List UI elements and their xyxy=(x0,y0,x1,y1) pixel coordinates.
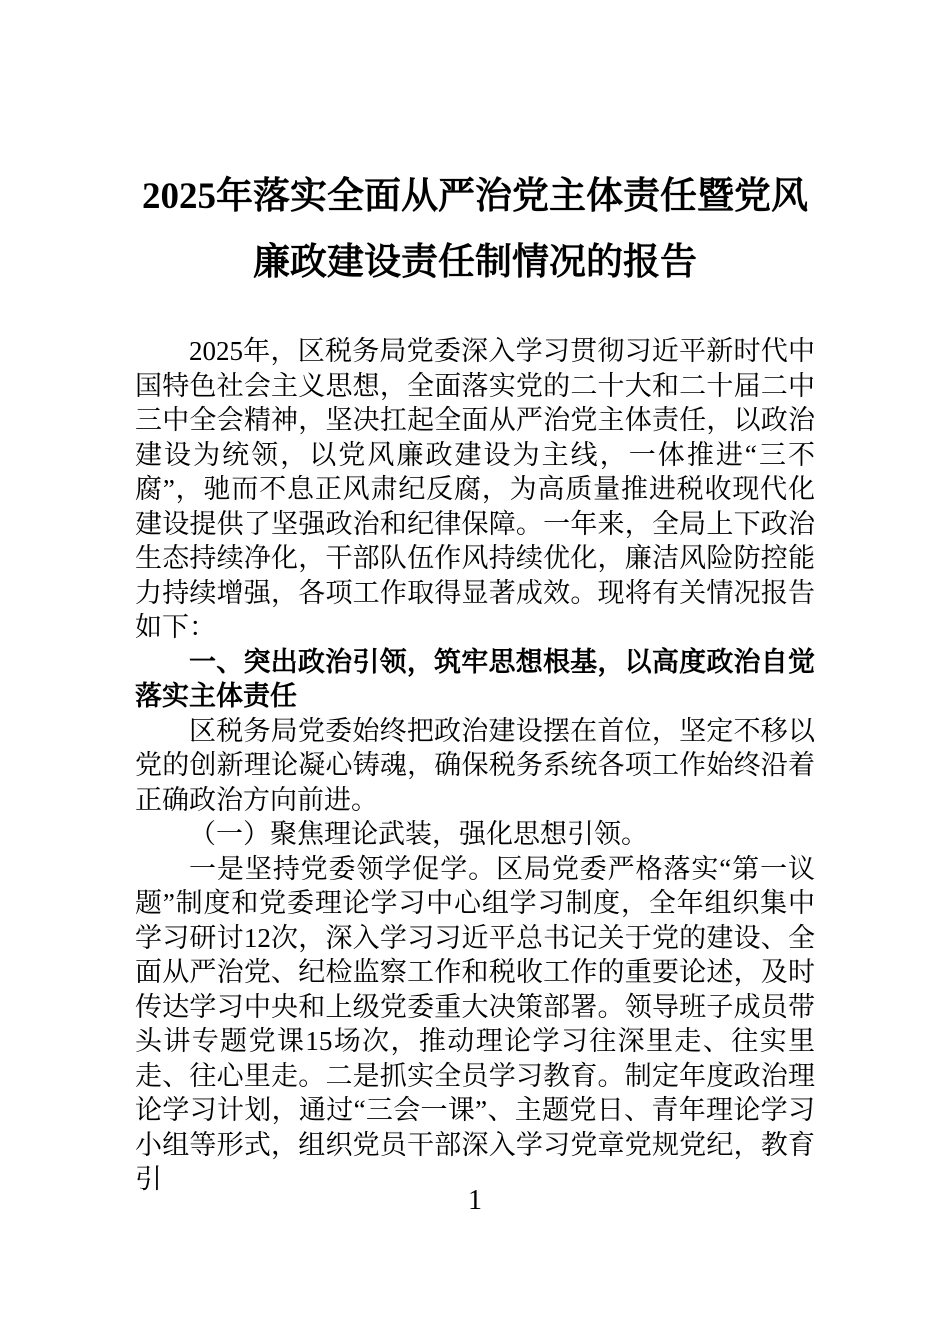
section-1-heading: 一、突出政治引领，筑牢思想根基，以高度政治自觉落实主体责任 xyxy=(135,646,815,711)
subsection-1-1-heading: （一）聚焦理论武装，强化思想引领。 xyxy=(189,819,648,849)
section-1-lead-paragraph: 区税务局党委始终把政治建设摆在首位，坚定不移以党的创新理论凝心铸魂，确保税务系统各项工作始终沿着正确政治方向前进。 xyxy=(135,715,815,815)
paragraph-intro: 2025年，区税务局党委深入学习贯彻习近平新时代中国特色社会主义思想，全面落实党的二十大和二十届二中三中全会精神，坚决扛起全面从严治党主体责任，以政治建设为统领，以党风廉政建设为主线，一体推进“三不腐”，驰而不息正风肃纪反腐，为高质量推进税收现代化建设提供了坚强政治和纪律保障。一年来，全局上下政治生态持续净化，干部队伍作风持续优化，廉洁风险防控能力持续增强，各项工作取得显著成效。现将有关情况报告如下： xyxy=(135,336,815,642)
document-title: 2025年落实全面从严治党主体责任暨党风廉政建设责任制情况的报告 xyxy=(142,176,808,283)
subsection-1-1-paragraph: 一是坚持党委领学促学。区局党委严格落实“第一议题”制度和党委理论学习中心组学习制度，全年组织集中学习研讨12次，深入学习习近平总书记关于党的建设、全面从严治党、纪检监察工作和税收工作的重要论述，及时传达学习中央和上级党委重大决策部署。领导班子成员带头讲专题党课15场次，推动理论学习往深里走、往实里走、往心里走。二是抓实全员学习教育。制定年度政治理论学习计划，通过“三会一课”、主题党日、青年理论学习小组等形式，组织党员干部深入学习党章党规党纪，教育引 xyxy=(135,853,815,1194)
document-body xyxy=(135,334,815,1197)
page-number: 1 xyxy=(468,1185,482,1216)
